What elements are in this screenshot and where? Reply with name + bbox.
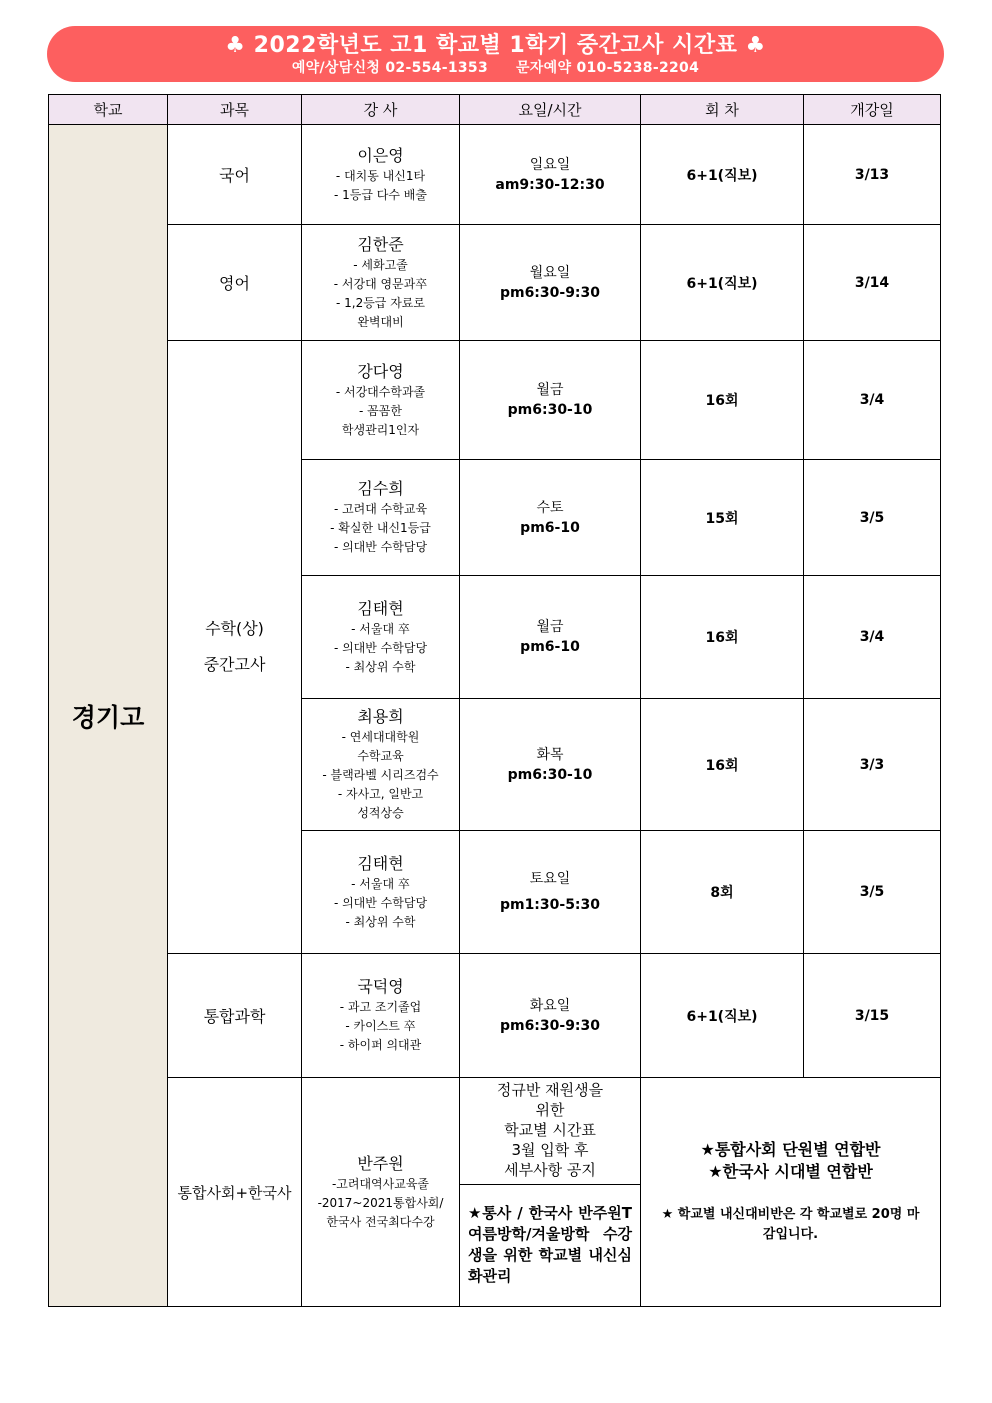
contact-sms: 문자예약 010-5238-2204 [515, 60, 700, 76]
table-row [49, 341, 941, 460]
day-text: 수토 [536, 499, 564, 516]
daytime-cell [460, 954, 641, 1078]
time-text: am9:30-12:30 [495, 176, 605, 193]
table-row [49, 1078, 941, 1185]
open-date-cell: 3/5 [804, 460, 941, 576]
notice-line: 학교별 시간표 [504, 1121, 596, 1139]
open-date-cell: 3/14 [804, 225, 941, 341]
open-date-cell: 3/4 [804, 341, 941, 460]
subject-cell-math [168, 341, 302, 954]
rounds-cell: 15회 [641, 460, 804, 576]
table-row [49, 125, 941, 225]
teacher-note: - 고려대 수학교육 [333, 502, 428, 516]
time-text: pm6:30-10 [507, 402, 593, 418]
header-subject: 과목 [168, 95, 302, 125]
teacher-note: - 하이퍼 의대관 [339, 1038, 422, 1052]
teacher-name: 최용희 [357, 707, 404, 726]
teacher-name: 이은영 [357, 145, 404, 165]
day-text: 월금 [536, 619, 564, 635]
subject-cell: 영어 [168, 225, 302, 341]
teacher-note: - 서강대 영문과卒 [333, 276, 428, 291]
teacher-note: - 서강대수학과졸 [335, 384, 426, 399]
teacher-note: - 꼼꼼한 [359, 403, 402, 418]
teacher-name: 김태현 [357, 598, 404, 618]
table-row [49, 225, 941, 341]
teacher-cell [302, 125, 460, 225]
rounds-cell: 16회 [641, 341, 804, 460]
rounds-cell: 16회 [641, 699, 804, 831]
daytime-cell [460, 341, 641, 460]
day-text: 일요일 [529, 156, 571, 173]
daytime-cell [460, 699, 641, 831]
teacher-name: 반주원 [357, 1153, 404, 1173]
teacher-note: - 대치동 내신1타 [335, 168, 426, 183]
school-name: 경기고 [49, 125, 168, 1307]
rounds-cell: 6+1(직보) [641, 225, 804, 341]
notice-line: 위한 [535, 1101, 565, 1119]
teacher-note: - 최상위 수학 [345, 914, 416, 929]
subject-cell: 통합과학 [168, 954, 302, 1078]
day-text: 월금 [536, 382, 564, 398]
teacher-note: 한국사 전국최다수강 [326, 1214, 435, 1229]
teacher-name: 강다영 [357, 361, 404, 381]
teacher-note: - 세화고졸 [353, 257, 408, 272]
day-text: 화목 [536, 746, 564, 763]
notice-line: 3월 입학 후 [511, 1141, 589, 1159]
header-school: 학교 [49, 95, 168, 125]
promo-cell [641, 1078, 941, 1307]
teacher-cell [302, 1078, 460, 1307]
teacher-cell [302, 831, 460, 954]
subject-math-line: 중간고사 [203, 655, 266, 674]
teacher-note: - 자사고, 일반고 [337, 787, 424, 801]
title-banner [47, 26, 944, 82]
teacher-note: - 의대반 수학담당 [333, 895, 428, 910]
teacher-note: - 과고 조기졸업 [339, 1000, 422, 1014]
timetable [48, 94, 941, 1307]
teacher-note: 성적상승 [357, 806, 404, 820]
teacher-note: - 1,2등급 자료로 [335, 295, 425, 310]
teacher-note: - 1등급 다수 배출 [334, 187, 427, 202]
open-date-cell: 3/13 [804, 125, 941, 225]
subject-cell: 통합사회+한국사 [168, 1078, 302, 1307]
open-date-cell: 3/4 [804, 576, 941, 699]
teacher-note: - 의대반 수학담당 [333, 640, 428, 655]
teacher-note: - 서울대 卒 [351, 876, 410, 891]
teacher-note: - 연세대대학원 [341, 730, 420, 744]
promo-history: ★한국사 시대별 연합반 [708, 1162, 873, 1181]
teacher-note: 학생관리1인자 [341, 422, 420, 437]
teacher-cell [302, 576, 460, 699]
teacher-note: -2017~2021통합사회/ [317, 1195, 444, 1210]
notice-line: 세부사항 공지 [504, 1161, 596, 1179]
time-text: pm6-10 [520, 519, 580, 536]
daytime-cell [460, 576, 641, 699]
open-date-cell: 3/5 [804, 831, 941, 954]
teacher-note: 수학교육 [357, 749, 404, 763]
teacher-note: 완벽대비 [357, 314, 404, 329]
day-text: 토요일 [529, 871, 571, 887]
header-row [49, 95, 941, 125]
rounds-cell: 6+1(직보) [641, 954, 804, 1078]
teacher-note: - 의대반 수학담당 [333, 540, 428, 554]
teacher-cell [302, 225, 460, 341]
teacher-cell [302, 460, 460, 576]
page-title: ♣ 2022학년도 고1 학교별 1학기 중간고사 시간표 ♣ [225, 33, 766, 58]
teacher-note: - 최상위 수학 [345, 659, 416, 674]
teacher-cell [302, 954, 460, 1078]
teacher-name: 국덕영 [357, 977, 404, 996]
teacher-cell [302, 699, 460, 831]
teacher-note: - 카이스트 卒 [345, 1019, 416, 1033]
teacher-cell [302, 341, 460, 460]
daytime-cell [460, 125, 641, 225]
daytime-cell [460, 225, 641, 341]
day-text: 월요일 [529, 264, 571, 281]
day-text: 화요일 [529, 997, 571, 1014]
notice-social-history: ★통사 / 한국사 반주원T 여름방학/겨울방학 수강생을 위한 학교별 내신심화관리 [460, 1185, 641, 1307]
table-row [49, 954, 941, 1078]
teacher-name: 김한준 [357, 234, 404, 254]
teacher-note: - 서울대 卒 [351, 621, 410, 636]
open-date-cell: 3/15 [804, 954, 941, 1078]
time-text: pm1:30-5:30 [499, 897, 601, 913]
header-teacher: 강 사 [302, 95, 460, 125]
notice-line: 정규반 재원생을 [496, 1081, 604, 1099]
teacher-name: 김태현 [357, 853, 404, 873]
header-open: 개강일 [804, 95, 941, 125]
promo-note: ★ 학교별 내신대비반은 각 학교별로 20명 마감입니다. [661, 1207, 920, 1242]
daytime-cell [460, 460, 641, 576]
teacher-note: -고려대역사교육졸 [331, 1176, 430, 1191]
subject-cell: 국어 [168, 125, 302, 225]
header-daytime: 요일/시간 [460, 95, 641, 125]
rounds-cell: 16회 [641, 576, 804, 699]
subject-math-line: 수학(상) [205, 619, 264, 638]
teacher-note: - 블랙라벨 시리즈검수 [322, 768, 439, 782]
promo-social: ★통합사회 단원별 연합반 [700, 1140, 881, 1159]
teacher-note: - 확실한 내신1등급 [330, 521, 431, 535]
header-rounds: 회 차 [641, 95, 804, 125]
open-date-cell: 3/3 [804, 699, 941, 831]
daytime-cell [460, 831, 641, 954]
time-text: pm6:30-9:30 [499, 1017, 601, 1034]
contact-reserve: 예약/상담신청 02-554-1353 [291, 60, 488, 76]
rounds-cell: 6+1(직보) [641, 125, 804, 225]
teacher-name: 김수희 [357, 479, 404, 498]
time-text: pm6:30-9:30 [499, 284, 601, 301]
notice-schedule [460, 1078, 641, 1185]
time-text: pm6:30-10 [507, 766, 593, 783]
contact-line [47, 59, 944, 77]
time-text: pm6-10 [520, 639, 580, 655]
rounds-cell: 8회 [641, 831, 804, 954]
